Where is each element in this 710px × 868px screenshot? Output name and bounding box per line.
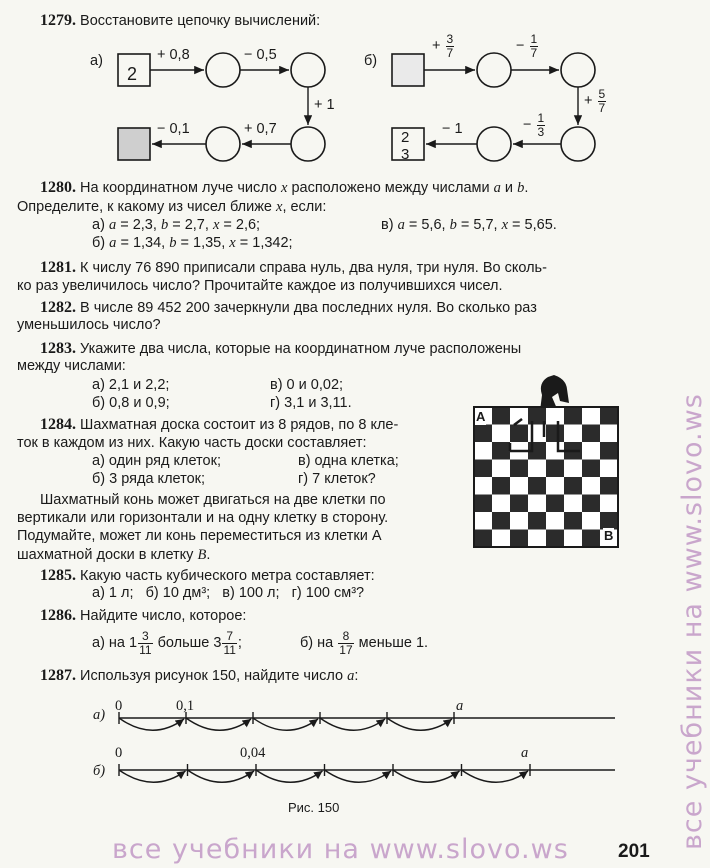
chain-b-label: б) [364, 53, 378, 69]
chain-b-op-4: − $\frac{1}{3}$ [523, 111, 545, 139]
watermark-vertical: все учебники на www.slovo.ws [677, 393, 708, 850]
problem-1283-item-a: а) 2,1 и 2,2; [92, 377, 170, 393]
chain-a-op-4: + 0,7 [244, 121, 277, 137]
chessboard-dark-square [510, 425, 528, 443]
chessboard-dark-square [510, 460, 528, 478]
problem-1284-item-a: а) один ряд клеток; [92, 453, 221, 469]
problem-1280-item-b: б) a = 1,34, b = 1,35, x = 1,342; [92, 235, 293, 251]
chain-b-op-3: + $\frac{5}{7}$ [584, 87, 606, 115]
chessboard-illustration [470, 373, 620, 551]
ray-a-unknown: a [456, 698, 464, 714]
chessboard-dark-square [582, 425, 600, 443]
problem-number: 1283. [40, 340, 76, 357]
problem-1287-line-1: 1287. Используя рисунок 150, найдите число a: [40, 667, 359, 684]
chain-b-circle-1 [477, 53, 511, 87]
figure-150-number-rays [80, 690, 620, 805]
ray-b [119, 764, 615, 782]
ray-arc [325, 770, 392, 782]
problem-1280-line-1: 1280. На координатном луче число x расположено между числами a и b. [40, 179, 529, 196]
problem-1284-item-b: б) 3 ряда клеток; [92, 471, 206, 487]
problem-number: 1287. [40, 667, 76, 684]
chessboard-dark-square [474, 460, 492, 478]
chessboard-dark-square [546, 425, 564, 443]
problem-1279-heading [40, 11, 320, 31]
cell-a-label: A [476, 409, 486, 424]
ray-arc [119, 718, 184, 730]
chain-b-op-2: − $\frac{1}{7}$ [516, 32, 538, 60]
chessboard-dark-square [582, 460, 600, 478]
knight-paragraph-line-2: вертикали или горизонтали и на одну клетку в сторону. [17, 510, 389, 526]
chain-a-end-box [118, 128, 150, 160]
ray-arc [253, 718, 318, 730]
chessboard-dark-square [474, 425, 492, 443]
chain-a-label: а) [90, 53, 103, 69]
ray-b-label: б) [93, 763, 106, 779]
chessboard-dark-square [492, 512, 510, 530]
ray-arc [256, 770, 323, 782]
ray-arc [387, 718, 452, 730]
chessboard-dark-square [564, 477, 582, 495]
watermark-bottom: все учебники на www.slovo.ws [112, 834, 569, 865]
ray-b-zero: 0 [115, 745, 123, 761]
ray-arc [119, 770, 186, 782]
chessboard-dark-square [474, 530, 492, 548]
knight-paragraph-line-1: Шахматный конь может двигаться на две клетки по [40, 492, 386, 508]
chessboard-dark-square [600, 477, 618, 495]
chain-a-start-value: 2 [127, 64, 138, 84]
problem-1286-item-a: а) на 1 $\frac{3}{11}$ больше 3 $\frac{7}{11}$ ; [92, 629, 242, 657]
chessboard-dark-square [546, 495, 564, 513]
problem-number: 1280. [40, 179, 76, 196]
chessboard-dark-square [546, 530, 564, 548]
chessboard-dark-square [510, 495, 528, 513]
page-number: 201 [618, 841, 650, 862]
problem-1284-line-2: ток в каждом из них. Какую часть доски составляет: [17, 435, 367, 451]
chessboard-dark-square [600, 407, 618, 425]
chessboard-dark-square [564, 407, 582, 425]
chain-a-op-5: − 0,1 [157, 121, 190, 137]
chessboard-dark-square [528, 512, 546, 530]
problem-1280-item-v: в) a = 5,6, b = 5,7, x = 5,65. [381, 217, 557, 233]
problem-number: 1281. [40, 259, 76, 276]
chain-b-end-value: 2 3 [401, 129, 410, 164]
ray-a-label: а) [93, 707, 106, 723]
problem-1285-line-1: 1285. Какую часть кубического метра составляет: [40, 567, 375, 584]
chain-b-start-box [392, 54, 424, 86]
chain-a-op-1: + 0,8 [157, 47, 190, 63]
ray-arc [393, 770, 460, 782]
chessboard-dark-square [600, 512, 618, 530]
problem-1284-line-1: 1284. Шахматная доска состоит из 8 рядов, по 8 кле- [40, 416, 399, 433]
chain-a-op-2: − 0,5 [244, 47, 277, 63]
problem-1283-item-g: г) 3,1 и 3,11. [270, 395, 352, 411]
problem-1283-item-b: б) 0,8 и 0,9; [92, 395, 170, 411]
chain-b-circle-3 [561, 127, 595, 161]
chessboard-figure [470, 373, 620, 551]
ray-arc [188, 770, 255, 782]
figure-caption: Рис. 150 [288, 800, 340, 815]
problem-1286-line-1: 1286. Найдите число, которое: [40, 607, 247, 624]
ray-a-zero: 0 [115, 698, 123, 714]
knight-paragraph-line-4: шахматной доски в клетку B. [17, 547, 211, 563]
problem-1285-items: а) 1 л; б) 10 дм³; в) 100 л; г) 100 см³? [92, 585, 365, 601]
ray-arc [186, 718, 251, 730]
cell-b-label: B [604, 528, 614, 543]
problem-1284-item-g: г) 7 клеток? [298, 471, 376, 487]
problem-1282-line-1: 1282. В числе 89 452 200 зачеркнули два последних нуля. Во сколько раз [40, 299, 537, 316]
ray-arc [462, 770, 529, 782]
chain-a-circle-1 [206, 53, 240, 87]
problem-1286-item-b: б) на $\frac{8}{17}$ меньше 1. [300, 629, 429, 657]
problem-1283-item-v: в) 0 и 0,02; [270, 377, 344, 393]
problem-1281-line-1: 1281. К числу 76 890 приписали справа нуль, два нуля, три нуля. Во сколь- [40, 259, 547, 276]
problem-number: 1279. [40, 12, 76, 29]
problem-number: 1284. [40, 416, 76, 433]
chessboard-dark-square [564, 512, 582, 530]
chain-a-circle-3 [291, 127, 325, 161]
chessboard-dark-square [600, 442, 618, 460]
chessboard-dark-square [582, 495, 600, 513]
ray-b-unknown: a [521, 745, 529, 761]
ray-b-first: 0,04 [240, 745, 266, 761]
problem-number: 1286. [40, 607, 76, 624]
problem-1283-line-1: 1283. Укажите два числа, которые на координатном луче расположены [40, 340, 522, 357]
problem-number: 1282. [40, 299, 76, 316]
chessboard-dark-square [528, 477, 546, 495]
ray-arc [320, 718, 385, 730]
problem-1280-line-2: Определите, к какому из чисел ближе x, если: [17, 199, 327, 215]
chain-b-circle-4 [477, 127, 511, 161]
chain-b-op-1: + $\frac{3}{7}$ [432, 32, 454, 60]
chain-a-circle-2 [291, 53, 325, 87]
problem-number: 1285. [40, 567, 76, 584]
chessboard-dark-square [546, 460, 564, 478]
problem-text: Восстановите цепочку вычислений: [80, 13, 321, 29]
chessboard-dark-square [510, 530, 528, 548]
knight-paragraph-line-3: Подумайте, может ли конь переместиться из клетки A [17, 528, 382, 544]
chessboard-dark-square [492, 407, 510, 425]
problem-1281-line-2: ко раз увеличилось число? Прочитайте каждое из получившихся чисел. [17, 278, 503, 294]
chain-a-op-3: + 1 [314, 97, 335, 113]
chessboard-dark-square [492, 442, 510, 460]
ray-a-first: 0,1 [176, 698, 195, 714]
chessboard-dark-square [492, 477, 510, 495]
chessboard-dark-square [474, 495, 492, 513]
problem-1283-line-2: между числами: [17, 358, 126, 374]
problem-1280-item-a: а) a = 2,3, b = 2,7, x = 2,6; [92, 217, 261, 233]
chain-a-circle-4 [206, 127, 240, 161]
chain-b-circle-2 [561, 53, 595, 87]
problem-1282-line-2: уменьшилось число? [17, 317, 161, 333]
problem-1284-item-v: в) одна клетка; [298, 453, 399, 469]
chessboard-dark-square [582, 530, 600, 548]
chain-b-op-5: − 1 [442, 121, 463, 137]
